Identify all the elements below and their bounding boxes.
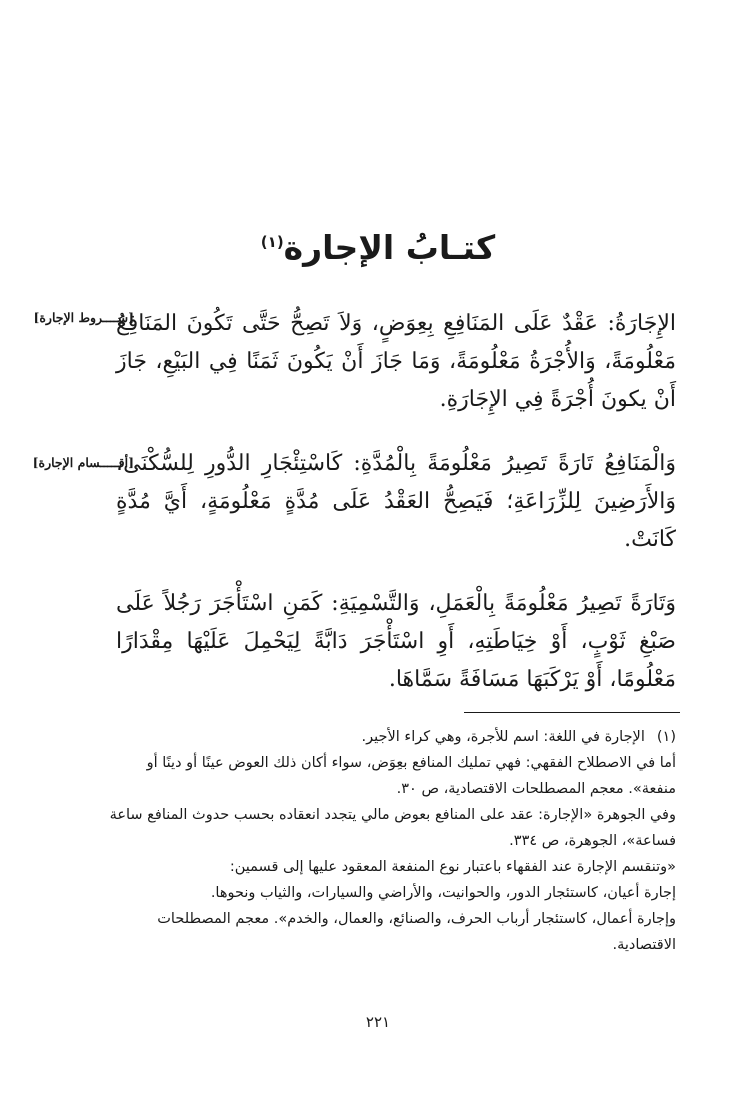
footnote-text: الإجارة في اللغة: اسم للأجرة، وهي كراء الأجير. xyxy=(361,729,645,745)
chapter-title xyxy=(0,218,756,272)
title-footnote-ref: (١) xyxy=(260,233,284,251)
page-number: ٢٢١ xyxy=(365,1013,391,1031)
paragraph-duration: وَالْمَنَافِعُ تَارَةً تَصِيرُ مَعْلُومَةً بِالْمُدَّةِ: كَاسْتِئْجَارِ الدُّورِ لِلسُّكْنَى، وَالأَرَضِينَ لِلزِّرَاعَةِ؛ فَيَصِحُّ العَقْدُ عَلَى مُدَّةٍ مَعْلُومَةٍ، أَيَّ مُدَّةٍ كَانَتْ. xyxy=(116,451,676,552)
paragraph-definition: الإِجَارَةُ: عَقْدٌ عَلَى المَنَافِعِ بِعِوَضٍ، وَلاَ تَصِحُّ حَتَّى تَكُونَ المَنَافِعُ مَعْلُومَةً، وَالأُجْرَةُ مَعْلُومَةً، وَمَا جَازَ أَنْ يَكُونَ ثَمَنًا فِي البَيْعِ، جَازَ أَنْ يكونَ أُجْرَةً فِي الإِجَارَةِ. xyxy=(116,311,676,412)
footnote-item: أما في الاصطلاح الفقهي: فهي تمليك المنافع بعِوَض، سواء أكان ذلك العوض عينًا أو دينًا أو منفعة». معجم المصطلحات الاقتصادية، ص ٣٠. xyxy=(146,755,676,797)
footnote-item: وفي الجوهرة «الإجارة: عقد على المنافع بعوض مالي يتجدد انعقاده بحسب حدوث المنافع ساعة فساعة»، الجوهرة، ص ٣٣٤. xyxy=(109,807,676,849)
footnote-marker: (١) xyxy=(656,729,676,745)
footnote-divider xyxy=(464,712,680,713)
footnote-item: وإجارة أعمال، كاستئجار أرباب الحرف، والصنائع، والعمال، والخدم». معجم المصطلحات الاقتصادية. xyxy=(157,911,676,953)
side-note-types: [أقـــــسام الإجارة] xyxy=(32,455,134,470)
chapter-title-text: كتـابُ الإجارة xyxy=(283,228,496,267)
footnote-item xyxy=(101,724,676,750)
footnote-item: «وتنقسم الإجارة عند الفقهاء باعتبار نوع المنفعة المعقود عليها إلى قسمين: xyxy=(229,859,676,875)
side-note-conditions: [شــــروط الإجارة] xyxy=(33,310,134,325)
footnote-item: إجارة أعيان، كاستئجار الدور، والحوانيت، والأراضي والسيارات، والثياب ونحوها. xyxy=(210,885,676,901)
paragraph-work: وَتَارَةً تَصِيرُ مَعْلُومَةً بِالْعَمَلِ، وَالتَّسْمِيَةِ: كَمَنِ اسْتَأْجَرَ رَجُلاً عَلَى صَبْغِ ثَوْبٍ، أَوْ خِيَاطَتِهِ، أَوِ اسْتَأْجَرَ دَابَّةً لِيَحْمِلَ عَلَيْهَا مِقْدَارًا مَعْلُومًا، أَوْ يَرْكَبَهَا مَسَافَةً سَمَّاهَا. xyxy=(116,591,676,692)
footnotes xyxy=(101,724,676,958)
